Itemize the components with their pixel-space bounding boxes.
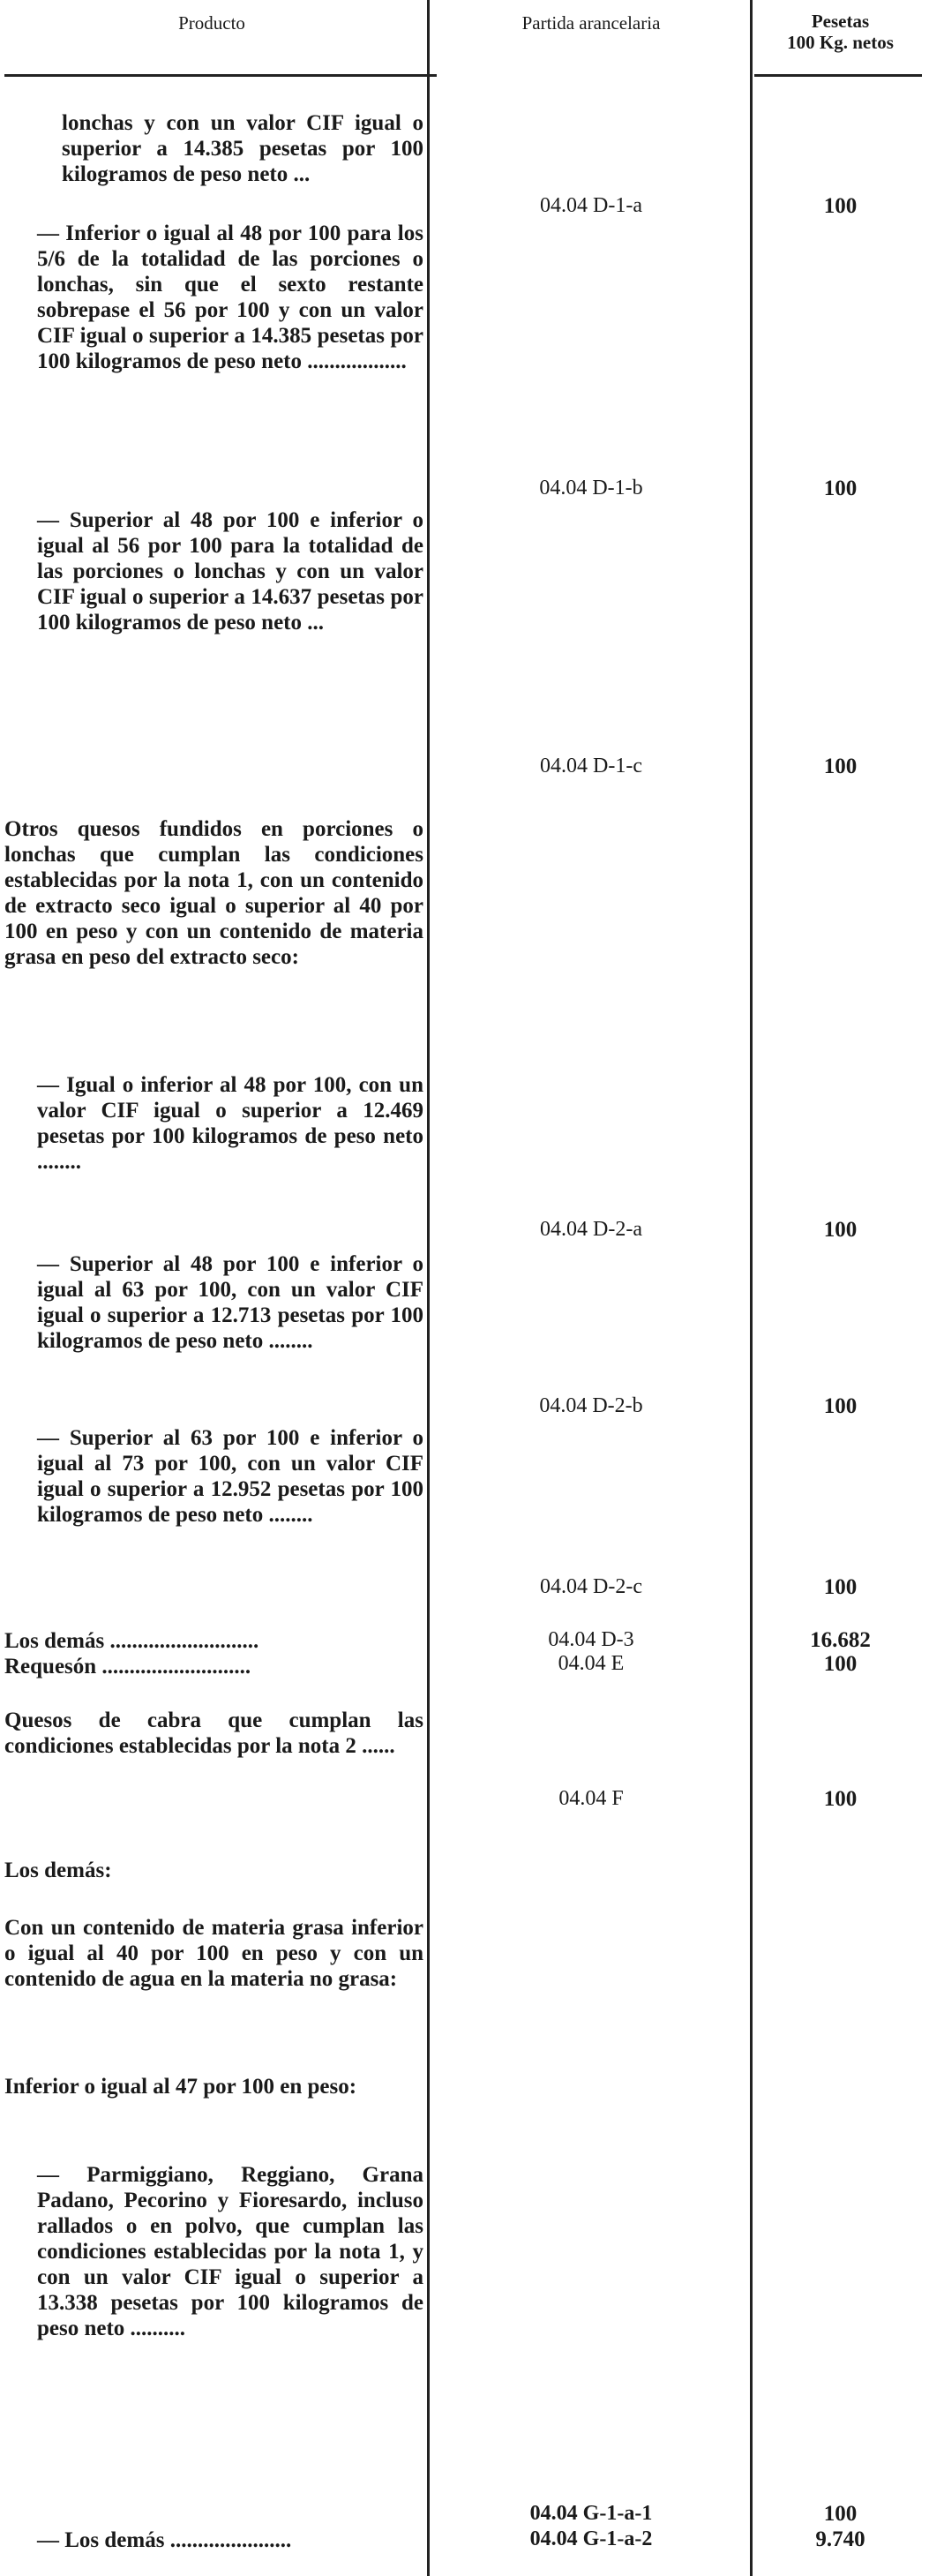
header-rule [4, 74, 437, 77]
entry-rate: 100 [823, 194, 858, 218]
header-unit: 100 Kg. netos [787, 32, 894, 53]
entry-rate: 100 [823, 1652, 858, 1676]
entry-text: Inferior o igual al 47 por 100 en peso: [4, 2075, 357, 2099]
entry-rate: 9.740 [815, 2527, 865, 2551]
entry-text: Requesón ........................... [4, 1655, 251, 1679]
entry-text: — Superior al 48 por 100 e inferior o igual al 56 por 100 para la totalidad de las porciones o lonchas y con un valor CIF igual o superior a 14.637 pesetas por 100 kilogramos de peso neto ... [37, 508, 423, 635]
entry-text: Quesos de cabra que cumplan las condiciones establecidas por la nota 2 ...... [4, 1709, 423, 1758]
entry-text: — Parmiggiano, Reggiano, Grana Padano, Pecorino y Fioresardo, incluso rallados o en polvo, que cumplan las condiciones establecidas por la nota 1, y con un valor CIF igual o superior a 13.338 pesetas por 100 kilogramos de peso neto .......... [37, 2163, 423, 2340]
entry-text: Otros quesos fundidos en porciones o lonchas que cumplan las condiciones establecidas por la nota 1, con un contenido de extracto seco igual o superior al 40 por 100 en peso y con un contenido de materia grasa en peso del extracto seco: [4, 817, 423, 969]
column-divider-1 [427, 0, 430, 2576]
entry-code: 04.04 D-2-b [539, 1394, 643, 1417]
header-pesetas: Pesetas [811, 11, 870, 32]
entry-text: — Superior al 63 por 100 e inferior o igual al 73 por 100, con un valor CIF igual o superior a 12.952 pesetas por 100 kilogramos de peso neto ........ [37, 1426, 423, 1527]
entry-text: Con un contenido de materia grasa inferior o igual al 40 por 100 en peso y con un contenido de agua en la materia no grasa: [4, 1916, 423, 1991]
entry-code: 04.04 D-2-c [540, 1575, 642, 1598]
entry-rate: 100 [823, 1787, 858, 1811]
entry-text: — Superior al 48 por 100 e inferior o igual al 63 por 100, con un valor CIF igual o superior a 12.713 pesetas por 100 kilogramos de peso neto ........ [37, 1252, 423, 1353]
entry-code: 04.04 D-3 [548, 1628, 634, 1651]
entry-text: — Los demás ...................... [37, 2528, 292, 2552]
header-rule-right [754, 74, 922, 77]
entry-code: 04.04 D-1-b [539, 477, 643, 499]
entry-text: Los demás ........................... [4, 1629, 259, 1653]
entry-code: 04.04 F [558, 1787, 624, 1810]
entry-code: 04.04 D-2-a [540, 1218, 642, 1241]
entry-code: 04.04 E [558, 1652, 625, 1675]
entry-rate: 100 [823, 477, 858, 500]
entry-rate: 100 [823, 1218, 858, 1242]
entry-code: 04.04 D-1-a [540, 194, 642, 217]
entry-text: — Inferior o igual al 48 por 100 para los 5/6 de la totalidad de las porciones o lonchas, sin que el sexto restante sobrepase el 56 por 100 y con un valor CIF igual o superior a 14.385 pesetas por 100 kilogramos de peso neto .................. [37, 222, 423, 373]
entry-rate: 100 [823, 755, 858, 778]
entry-text: — Igual o inferior al 48 por 100, con un valor CIF igual o superior a 12.469 pesetas por 100 kilogramos de peso neto ........ [37, 1073, 423, 1174]
entry-rate: 16.682 [810, 1628, 871, 1652]
column-divider-2 [750, 0, 753, 2576]
header-producto: Producto [178, 12, 245, 34]
entry-code: 04.04 G-1-a-1 [529, 2502, 653, 2525]
entry-code: 04.04 D-1-c [540, 755, 642, 777]
header-partida: Partida arancelaria [521, 12, 661, 34]
entry-text: lonchas y con un valor CIF igual o superior a 14.385 pesetas por 100 kilogramos de peso neto ... [62, 111, 423, 186]
entry-code: 04.04 G-1-a-2 [529, 2527, 653, 2550]
entry-rate: 100 [823, 1394, 858, 1418]
entry-rate: 100 [823, 1575, 858, 1599]
entry-rate: 100 [823, 2502, 858, 2526]
entry-text: Los demás: [4, 1859, 112, 1882]
